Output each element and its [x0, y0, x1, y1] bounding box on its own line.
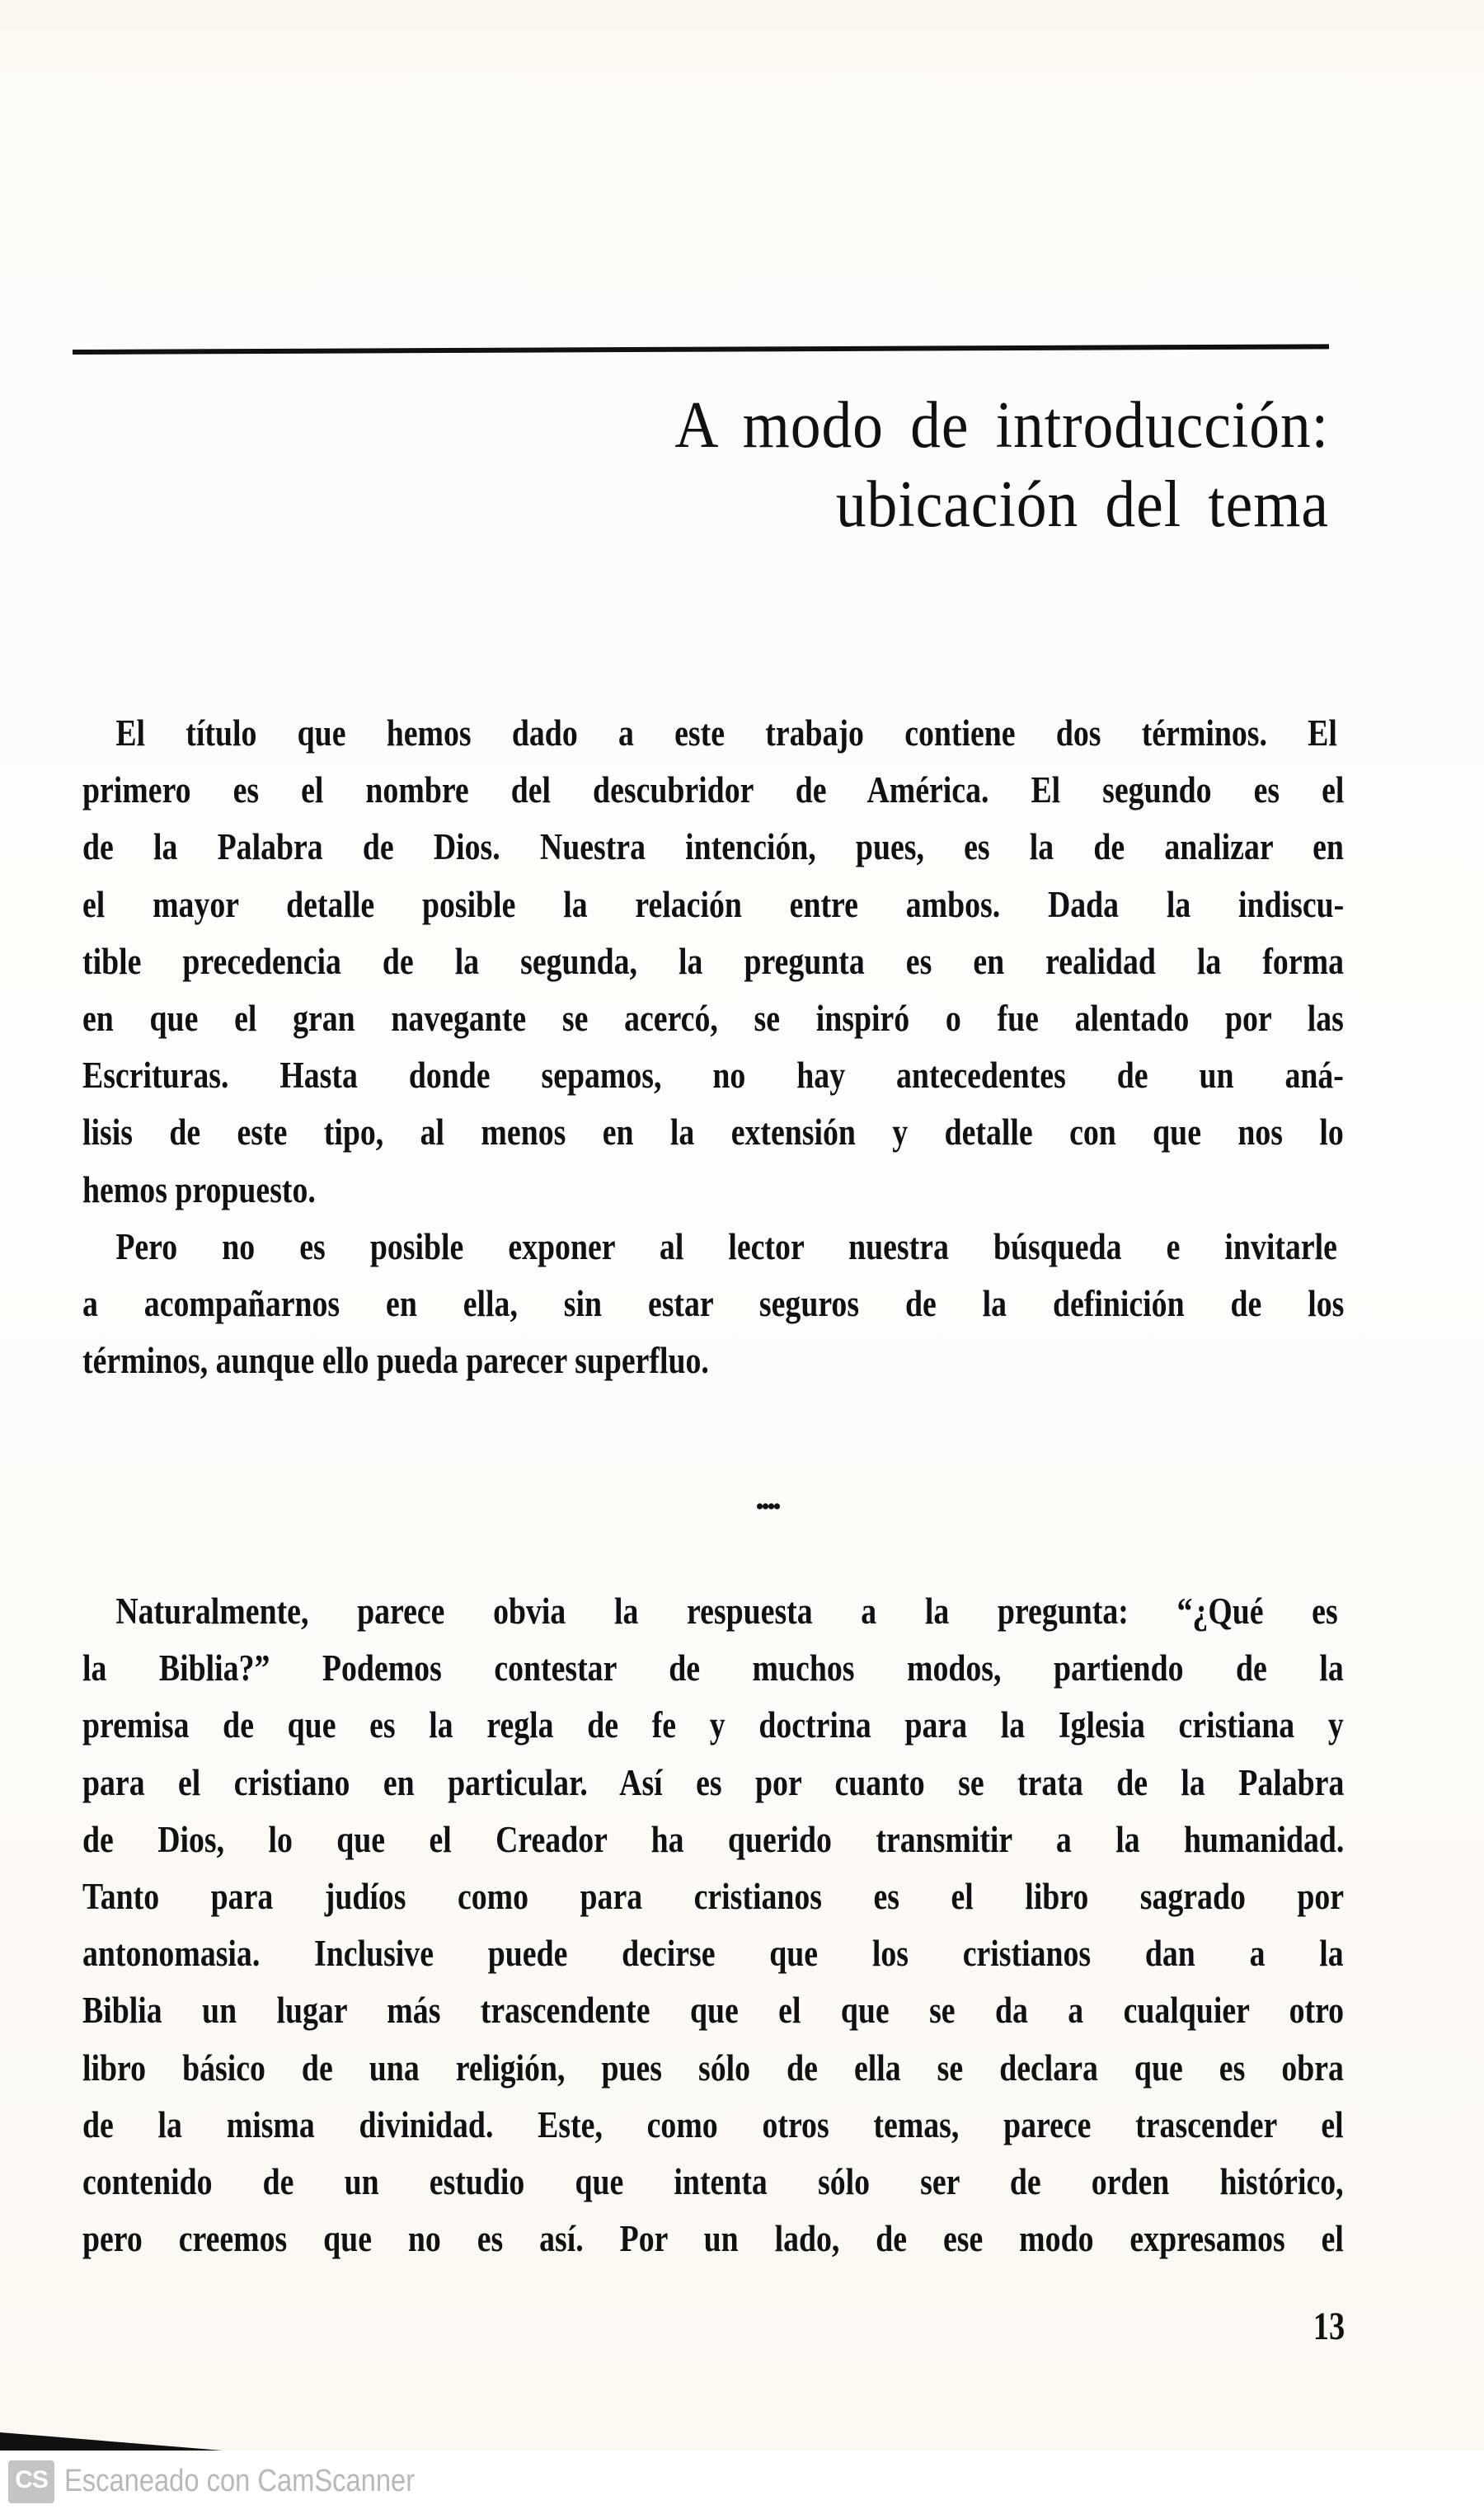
- text-line: Tanto para judíos como para cristianos es el libro sagrado por: [82, 1875, 1345, 1917]
- text-line: tible precedencia de la segunda, la pregunta es en realidad la forma: [82, 940, 1344, 982]
- text-line: a acompañarnos en ella, sin estar seguros de la definición de los: [82, 1282, 1345, 1324]
- paragraph-1: [82, 705, 1344, 1219]
- text-line: para el cristiano en particular. Así es por cuanto se trata de la Palabra: [82, 1761, 1345, 1803]
- text-line: de Dios, lo que el Creador ha querido transmitir a la humanidad.: [82, 1818, 1345, 1860]
- paragraph-2: [82, 1219, 1344, 1390]
- chapter-title: [419, 386, 1329, 544]
- body-paragraph-3: [82, 1583, 1344, 2267]
- text-line: Pero no es posible exponer al lector nuestra búsqueda e invitarle: [115, 1225, 1337, 1267]
- text-line: premisa de que es la regla de fe y doctrina para la Iglesia cristiana y: [82, 1704, 1344, 1746]
- paragraph-3: [82, 1583, 1344, 2267]
- scanner-watermark-bar: [0, 2451, 1484, 2514]
- text-line: la Biblia?” Podemos contestar de muchos modos, partiendo de la: [82, 1647, 1344, 1689]
- text-line: lisis de este tipo, al menos en la extensión y detalle con que nos lo: [82, 1111, 1344, 1154]
- chapter-title-line-1: A modo de introducción:: [674, 389, 1329, 462]
- text-line: hemos propuesto.: [82, 1168, 316, 1210]
- text-line: contenido de un estudio que intenta sólo ser de orden histórico,: [82, 2160, 1344, 2202]
- text-line: el mayor detalle posible la relación entre ambos. Dada la indiscu-: [82, 883, 1345, 925]
- text-line: libro básico de una religión, pues sólo de ella se declara que es obra: [82, 2046, 1344, 2089]
- text-line: El título que hemos dado a este trabajo contiene dos términos. El: [115, 712, 1337, 754]
- text-line: primero es el nombre del descubridor de América. El segundo es el: [82, 769, 1345, 811]
- text-line: en que el gran navegante se acercó, se inspiró o fue alentado por las: [82, 997, 1344, 1039]
- text-line: antonomasia. Inclusive puede decirse que los cristianos dan a la: [82, 1933, 1344, 1975]
- chapter-title-line-2: ubicación del tema: [835, 468, 1329, 541]
- text-line: de la Palabra de Dios. Nuestra intención, pues, es la de analizar en: [82, 826, 1344, 868]
- text-line: Escrituras. Hasta donde sepamos, no hay antecedentes de un aná-: [82, 1055, 1344, 1097]
- text-line: pero creemos que no es así. Por un lado, de ese modo expresamos el: [82, 2218, 1344, 2260]
- page-number: 13: [1313, 2305, 1345, 2348]
- section-separator: ....: [755, 1477, 778, 1517]
- camscanner-logo-icon: CS: [8, 2460, 54, 2503]
- text-line: de la misma divinidad. Este, como otros temas, parece trascender el: [82, 2103, 1344, 2145]
- body-paragraphs-1-2: [82, 705, 1344, 1389]
- camscanner-label: Escaneado con CamScanner: [64, 2464, 416, 2498]
- text-line: Naturalmente, parece obvia la respuesta a la pregunta: “¿Qué es: [115, 1591, 1338, 1632]
- text-line: Biblia un lugar más trascendente que el que se da a cualquier otro: [82, 1990, 1345, 2032]
- text-line: términos, aunque ello pueda parecer superfluo.: [82, 1340, 709, 1382]
